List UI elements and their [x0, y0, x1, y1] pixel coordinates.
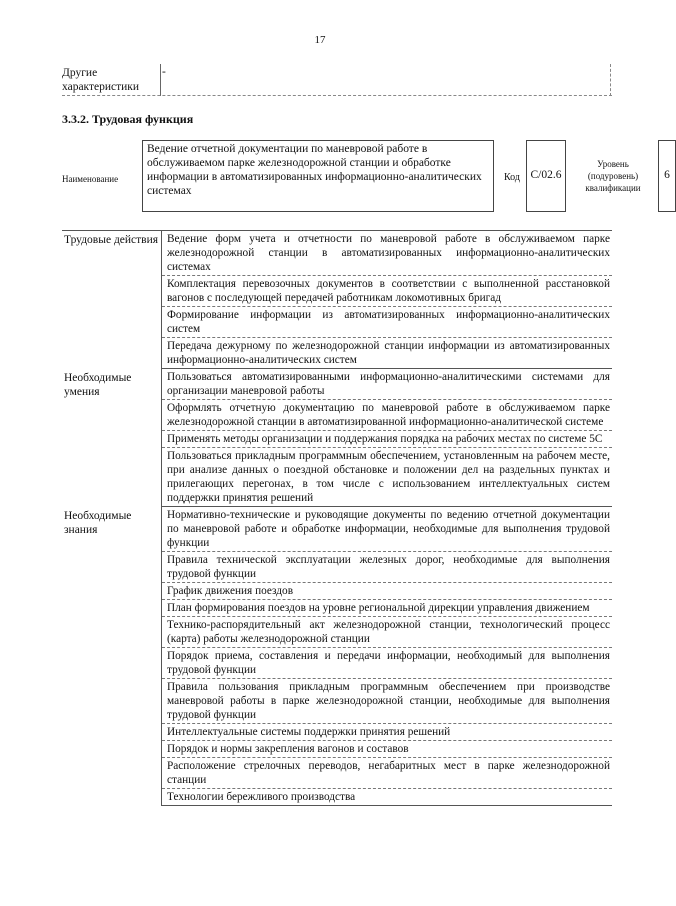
table-cell: Правила технической эксплуатации железных дорог, необходимые для выполнения трудовой функции [162, 552, 612, 583]
table-cell: Нормативно-технические и руководящие документы по ведению отчетной документации по маневровой работе и обработке информации, необходимые для выполнения трудовой функции [162, 507, 612, 552]
table-cell: Интеллектуальные системы поддержки принятия решений [162, 724, 612, 741]
table-section [62, 231, 612, 369]
table-cell: Передача дежурному по железнодорожной станции информации из автоматизированных информационно-аналитических систем [162, 338, 612, 369]
function-table [62, 230, 612, 806]
other-characteristics-label: Другие характеристики [62, 67, 140, 93]
table-cell: Технико-распорядительный акт железнодорожной станции, технологический процесс (карта) работы железнодорожной станции [162, 617, 612, 648]
name-label: Наименование [62, 174, 119, 184]
table-cell: График движения поездов [162, 583, 612, 600]
table-cell: Расположение стрелочных переводов, негабаритных мест в парке железнодорожной станции [162, 758, 612, 789]
function-header [62, 140, 670, 214]
table-cell: Технологии бережливого производства [162, 789, 612, 806]
table-cell: Ведение форм учета и отчетности по маневровой работе в обслуживаемом парке железнодорожной станции в автоматизированных информационно-аналитических системах [162, 231, 612, 276]
section-items [162, 369, 612, 507]
section-items [162, 507, 612, 806]
page-number: 17 [314, 34, 326, 46]
level-label: Уровень (подуровень) квалификации [585, 159, 641, 193]
table-cell: Порядок и нормы закрепления вагонов и составов [162, 741, 612, 758]
table-cell: Пользоваться прикладным программным обеспечением, установленным на рабочем месте, при анализе данных о поездной обстановке и положении дел на раздельных пунктах и прилегающих перегонах, в том числе с использованием интеллектуальных систем поддержки принятия решений [162, 448, 612, 507]
table-cell: Порядок приема, составления и передачи информации, необходимый для выполнения трудовой функции [162, 648, 612, 679]
section-heading: 3.3.2. Трудовая функция [62, 112, 194, 126]
table-cell: Комплектация перевозочных документов в соответствии с выполненной расстановкой вагонов с последующей передачей работникам локомотивных бригад [162, 276, 612, 307]
section-label: Необходимые знания [62, 507, 162, 806]
table-cell: Применять методы организации и поддержания порядка на рабочих местах по системе 5С [162, 431, 612, 448]
other-characteristics-value: - [162, 66, 166, 78]
table-section [62, 507, 612, 806]
other-characteristics-row [62, 64, 612, 96]
table-cell: План формирования поездов на уровне региональной дирекции управления движением [162, 600, 612, 617]
table-cell: Правила пользования прикладным программным обеспечением при производстве маневровой работы в парке железнодорожной станции, необходимые для выполнения трудовой функции [162, 679, 612, 724]
section-label: Трудовые действия [62, 231, 162, 369]
code-label: Код [504, 172, 520, 183]
divider [62, 95, 612, 96]
table-section [62, 369, 612, 507]
table-cell: Формирование информации из автоматизированных информационно-аналитических систем [162, 307, 612, 338]
section-items [162, 231, 612, 369]
table-cell: Оформлять отчетную документацию по маневровой работе в обслуживаемом парке железнодорожной станции в автоматизированной информационно-аналитической системе [162, 400, 612, 431]
table-cell: Пользоваться автоматизированными информационно-аналитическими системами для организации маневровой работы [162, 369, 612, 400]
code-value: С/02.6 [526, 140, 566, 212]
section-label: Необходимые умения [62, 369, 162, 507]
name-value: Ведение отчетной документации по маневровой работе в обслуживаемом парке железнодорожной станции и обработке информации в автоматизированных информационно-аналитических системах [142, 140, 494, 212]
divider [610, 64, 612, 96]
level-value: 6 [658, 140, 676, 212]
